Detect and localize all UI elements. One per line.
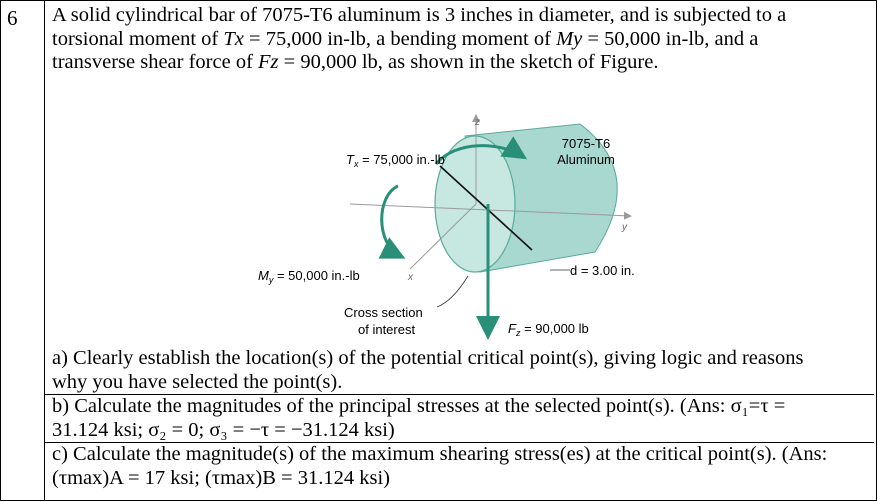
moment-arrow — [382, 186, 400, 256]
column-divider — [44, 0, 45, 501]
cylinder-figure — [250, 104, 650, 344]
question-b-line-2: 31.124 ksi; σ₂ = 0; σ₃ = −τ = −31.124 ksi) — [52, 418, 395, 441]
torque-label: $T_x = 75,000$ in.-lb — [346, 152, 445, 169]
question-c-line-1: c) Calculate the magnitude(s) of the maximum shearing stress(es) at the critical point(s). (Ans: — [52, 443, 828, 465]
statement-line-3: transverse shear force of Fz = 90,000 lb, as shown in the sketch of Figure. — [52, 51, 659, 73]
fz-symbol: Fz — [258, 51, 279, 73]
right-border — [876, 0, 877, 501]
my-symbol: My — [556, 27, 583, 50]
statement-line-1: A solid cylindrical bar of 7075-T6 aluminum is 3 inches in diameter, and is subjected to a — [52, 4, 787, 26]
left-border — [0, 0, 1, 501]
force-label: $F_z = 90,000$ lb — [508, 321, 589, 338]
bottom-border — [0, 500, 877, 501]
statement-line-2: torsional moment of Tx = 75,000 in-lb, a bending moment of My = 50,000 in-lb, and a — [52, 27, 759, 50]
cross-section-line-2: of interest — [358, 322, 416, 337]
questions — [52, 347, 874, 490]
question-a-line-1: a) Clearly establish the location(s) of the potential critical point(s), giving logic and reasons — [52, 347, 804, 369]
cross-section-face — [435, 136, 515, 272]
diameter-label: d = 3.00 in. — [570, 263, 635, 278]
question-c-line-2: (τmax)A = 17 ksi; (τmax)B = 31.124 ksi) — [52, 466, 390, 489]
question-a-line-2: why you have selected the point(s). — [52, 370, 343, 393]
x-axis-label: x — [408, 272, 413, 283]
moment-label: $M_y = 50,000$ in.-lb — [258, 268, 360, 285]
problem-number: 6 — [7, 6, 18, 30]
z-axis-label: z — [475, 117, 480, 128]
top-border — [0, 0, 877, 1]
problem-statement — [52, 4, 872, 75]
question-b-line-1: b) Calculate the magnitudes of the principal stresses at the selected point(s). (Ans: σ₁=τ = — [52, 395, 786, 417]
material-line-1: 7075-T6 — [561, 136, 611, 151]
cross-section-leader — [437, 276, 468, 307]
y-axis-label: y — [622, 222, 627, 233]
tx-symbol: Tx — [223, 27, 244, 50]
cross-section-line-1: Cross section — [344, 305, 423, 320]
material-line-2: Aluminum — [557, 152, 615, 167]
